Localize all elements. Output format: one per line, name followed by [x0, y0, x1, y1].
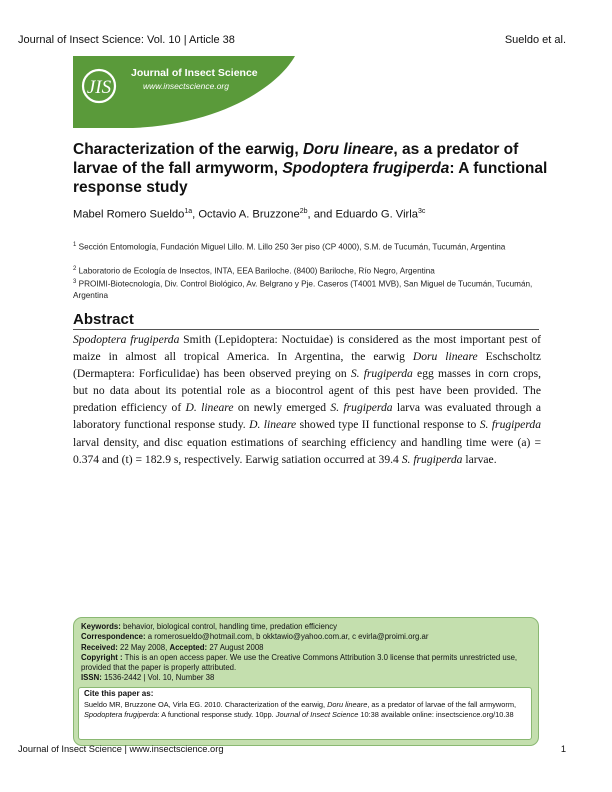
species-name: S. frugiperda	[479, 418, 541, 432]
author-affiliation-mark: 3c	[418, 208, 426, 215]
affiliation-number: 3	[73, 279, 77, 285]
issn-value: 1536-2442 | Vol. 10, Number 38	[103, 673, 215, 682]
affiliation-number: 2	[73, 266, 77, 272]
title-text: : A functional response study	[73, 160, 548, 196]
species-name: S. frugiperda	[350, 367, 413, 381]
abstract-text: egg masses in corn crops, but no data about its potential role as a biocontrol agent of this pest have been provided. The predation efficiency of	[73, 367, 541, 415]
affiliation-text: Sección Entomología, Fundación Miguel Lillo. M. Lillo 250 3er piso (CP 4000), S.M. de Tucumán, Tucumán, Argentina	[78, 242, 506, 252]
abstract-text: Eschscholtz (Dermaptera: Forficulidae) has been observed preying on	[73, 350, 541, 381]
title-species-armyworm: Spodoptera frugiperda	[282, 160, 450, 177]
citation-part: : A functional response study. 10pp.	[157, 709, 276, 719]
affiliation-1	[73, 240, 548, 253]
accepted-date: 27 August 2008	[209, 643, 264, 652]
logo-mark: JIS	[86, 77, 112, 98]
issn-label: ISSN:	[81, 673, 102, 682]
abstract-body	[73, 331, 541, 468]
author-name: Octavio A. Bruzzone	[198, 208, 300, 221]
title-text: Characterization of the earwig,	[73, 141, 303, 158]
logo-journal-name: Journal of Insect Science	[131, 67, 258, 79]
citation-species: Spodoptera frugiperda	[84, 709, 158, 719]
citation-part[interactable]: 10:38 available online: insectscience.org/10.38	[358, 709, 514, 719]
author-name: Eduardo G. Virla	[335, 208, 418, 221]
species-name: D. lineare	[249, 418, 297, 432]
title-text: , as a predator of larvae of the fall armyworm,	[73, 141, 519, 177]
abstract-text: larva was evaluated through a laboratory functional response study.	[73, 401, 541, 432]
abstract-text: showed type II functional response to	[296, 418, 480, 432]
species-name: Spodoptera frugiperda	[73, 333, 180, 346]
affiliation-3	[73, 277, 548, 302]
species-name: S. frugiperda	[330, 401, 393, 415]
copyright-line	[81, 653, 521, 672]
received-label: Received:	[81, 643, 118, 652]
abstract-text: on newly emerged	[233, 401, 331, 415]
copyright-text: This is an open access paper. We use the Creative Commons Attribution 3.0 license that permits unrestricted use, provided that the paper is properly attributed.	[81, 653, 518, 672]
affiliation-number: 1	[73, 242, 77, 248]
author-separator: ,	[192, 208, 199, 221]
abstract-text: Smith (Lepidoptera: Noctuidae) is considered as the most important pest of maize in almost all tropical America. In Argentina, the earwig	[73, 333, 541, 364]
affiliation-text: PROIMI-Biotecnología, Div. Control Biológico, Av. Belgrano y Pje. Caseros (T4001 MVB), San Miguel de Tucumán, Tucumán, Argentina	[73, 279, 533, 301]
issn-line	[81, 673, 521, 683]
running-header-journal: Journal of Insect Science: Vol. 10 | Article 38	[18, 34, 235, 46]
citation-species: Doru lineare	[327, 700, 368, 709]
citation-part: , as a predator of larvae of the fall armyworm,	[367, 700, 517, 709]
citation-part: Sueldo MR, Bruzzone OA, Virla EG. 2010. Characterization of the earwig,	[84, 700, 328, 709]
correspondence-emails[interactable]: a romerosueldo@hotmail.com, b okktawio@yahoo.com.ar, c evirla@proimi.org.ar	[147, 632, 429, 641]
abstract-heading: Abstract	[73, 311, 134, 328]
title-species-earwig: Doru lineare	[302, 141, 394, 158]
dates-line	[81, 643, 521, 653]
logo-url: www.insectscience.org	[143, 81, 229, 91]
author-list	[73, 208, 425, 221]
received-date: 22 May 2008,	[120, 643, 168, 652]
copyright-label: Copyright :	[81, 653, 123, 662]
page-number: 1	[560, 744, 566, 754]
abstract-divider	[73, 329, 539, 330]
correspondence-label: Correspondence:	[81, 632, 146, 641]
author-affiliation-mark: 1a	[184, 208, 193, 215]
citation-heading: Cite this paper as:	[84, 689, 154, 698]
citation-text	[84, 700, 524, 719]
keywords-label: Keywords:	[81, 622, 121, 631]
affiliation-text: Laboratorio de Ecología de Insectos, INTA, EEA Bariloche. (8400) Bariloche, Río Negro, Argentina	[78, 266, 435, 276]
journal-logo-banner	[73, 56, 295, 128]
journal-logo-graphic	[73, 56, 295, 128]
paper-title	[73, 140, 553, 197]
species-name: D. lineare	[185, 401, 234, 415]
citation-journal: Journal of Insect Science	[275, 709, 359, 719]
author-affiliation-mark: 2b	[299, 208, 308, 215]
correspondence-line	[81, 632, 521, 642]
accepted-label: Accepted:	[169, 643, 208, 652]
species-name: Doru lineare	[412, 350, 478, 364]
footer-journal-url[interactable]: Journal of Insect Science | www.insectscience.org	[18, 744, 224, 754]
author-name: Mabel Romero Sueldo	[73, 208, 185, 221]
running-header-authors: Sueldo et al.	[504, 34, 566, 46]
abstract-text: larval density, and disc equation estimations of searching efficiency and handling time were (a) = 0.374 and (t) = 182.9 s, respectively. Earwig satiation occurred at 39.4	[73, 435, 541, 466]
keywords-line	[81, 622, 521, 632]
abstract-text: larvae.	[462, 452, 497, 466]
affiliation-2	[73, 264, 548, 277]
species-name: S. frugiperda	[401, 452, 463, 466]
author-separator: , and	[307, 208, 336, 221]
keywords-value: behavior, biological control, handling time, predation efficiency	[123, 622, 338, 631]
